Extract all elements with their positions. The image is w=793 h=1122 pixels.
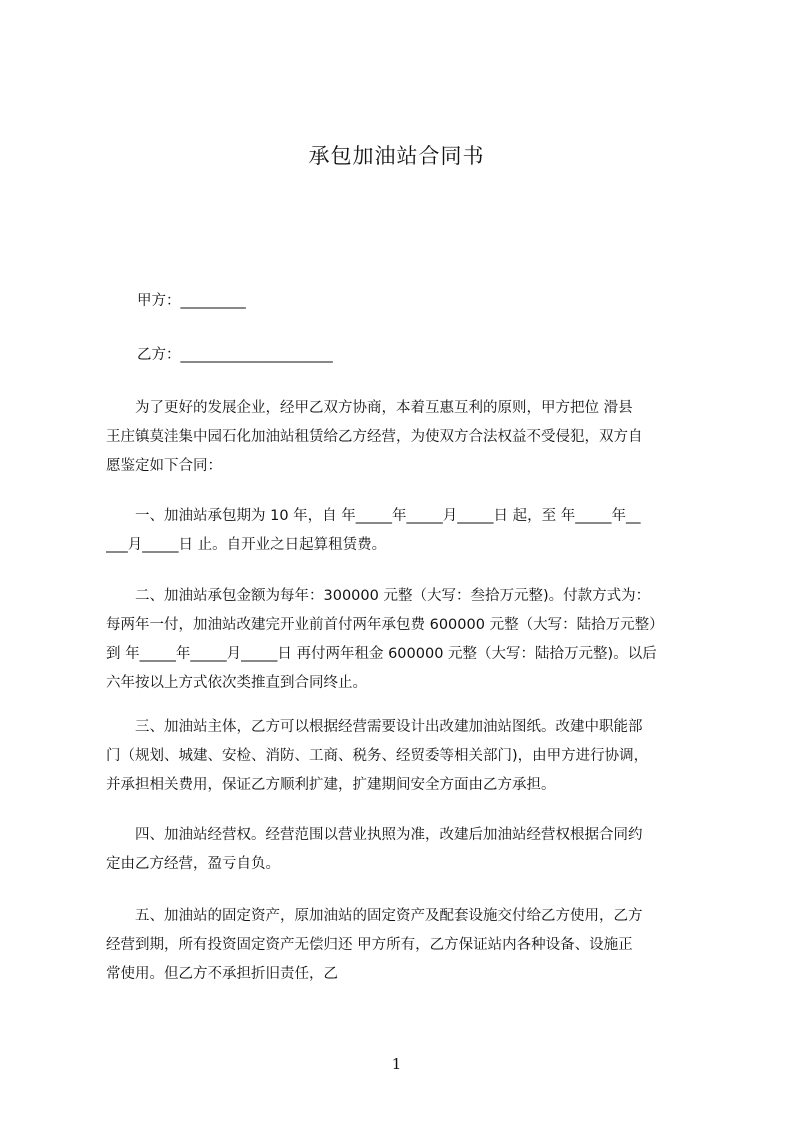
clause-line: 常使用。但乙方不承担折旧责任，乙 bbox=[106, 966, 338, 982]
party-a-line: 甲方：_________ bbox=[137, 293, 246, 309]
clause-line: 一、加油站承包期为 10 年，自 年_____年_____月_____日 起，至 年_____年__ bbox=[106, 508, 641, 524]
clause-line: 五、加油站的固定资产，原加油站的固定资产及配套设施交付给乙方使用，乙方 bbox=[106, 908, 643, 924]
clause-line: 三、加油站主体，乙方可以根据经营需要设计出改建加油站图纸。改建中职能部 bbox=[106, 719, 643, 735]
clause-1-paragraph bbox=[106, 506, 698, 564]
intro-paragraph bbox=[106, 398, 698, 485]
clause-4-paragraph bbox=[106, 825, 698, 883]
clause-3-paragraph bbox=[106, 717, 698, 804]
clause-line: 二、加油站承包金额为每年：300000 元整（大写：叁拾万元整)。付款方式为： bbox=[106, 588, 651, 604]
document-title: 承包加油站合同书 bbox=[308, 144, 485, 168]
clause-line: 六年按以上方式依次类推直到合同终止。 bbox=[106, 675, 367, 691]
intro-line: 为了更好的发展企业，经甲乙双方协商，本着互惠互利的原则，甲方把位 滑县 bbox=[106, 400, 633, 416]
clause-line: 每两年一付，加油站改建完开业前首付两年承包费 600000 元整（大写：陆拾万元整） bbox=[106, 617, 664, 633]
clause-line: 到 年_____年_____月_____日 再付两年租金 600000 元整（大写：陆拾万元整)。以后 bbox=[106, 646, 657, 662]
intro-line: 愿鉴定如下合同： bbox=[106, 458, 222, 474]
clause-line: 四、加油站经营权。经营范围以营业执照为准，改建后加油站经营权根据合同约 bbox=[106, 827, 643, 843]
clause-line: 定由乙方经营，盈亏自负。 bbox=[106, 856, 280, 872]
party-b-line: 乙方：_____________________ bbox=[137, 347, 333, 363]
clause-line: 门（规划、城建、安检、消防、工商、税务、经贸委等相关部门)，由甲方进行协调， bbox=[106, 748, 649, 764]
clause-line: 并承担相关费用，保证乙方顺利扩建，扩建期间安全方面由乙方承担。 bbox=[106, 777, 556, 793]
clause-2-paragraph bbox=[106, 586, 698, 702]
clause-5-paragraph bbox=[106, 906, 698, 993]
intro-line: 王庄镇莫洼集中园石化加油站租赁给乙方经营，为使双方合法权益不受侵犯，双方自 bbox=[106, 429, 643, 445]
page-number: 1 bbox=[391, 1055, 402, 1073]
clause-line: 经营到期，所有投资固定资产无偿归还 甲方所有，乙方保证站内各种设备、设施正 bbox=[106, 937, 633, 953]
clause-line: ___月_____日 止。自开业之日起算租赁费。 bbox=[106, 537, 387, 553]
